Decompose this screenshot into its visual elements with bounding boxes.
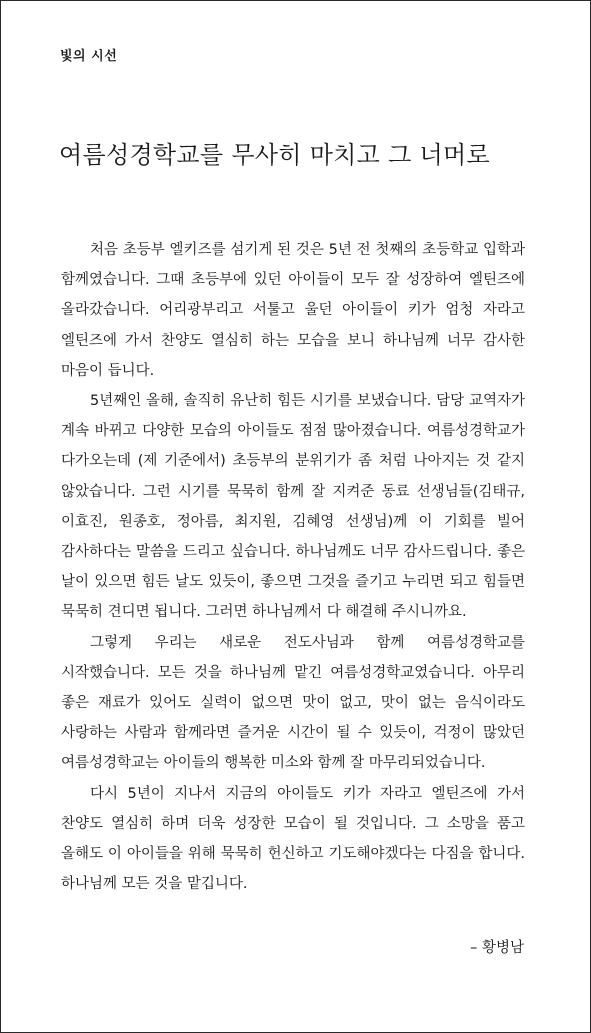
paragraph: 다시 5년이 지나서 지금의 아이들도 키가 자라고 엘틴즈에 가서 찬양도 열심히 하며 더욱 성장한 모습이 될 것입니다. 그 소망을 품고 올해도 이 아이들을 위해 묵묵히 헌신하고 기도해야겠다는 다짐을 합니다. 하나님께 모든 것을 맡깁니다. [61,785,525,893]
paragraph: 5년째인 올해, 솔직히 유난히 힘든 시기를 보냈습니다. 담당 교역자가 계속 바뀌고 다양한 모습의 아이들도 점점 많아졌습니다. 여름성경학교가 다가오는데 (제 기준에서) 초등부의 분위기가 좀 처럼 나아지는 것 같지 않았습니다. 그런 시기를 묵묵히 함께 잘 지켜준 동료 선생님들(김태규, 이효진, 원종호, 정아름, 최지원, 김혜영 선생님)께 이 기회를 빌어 감사하다는 말씀을 드리고 싶습니다. 하나님께도 너무 감사드립니다. 좋은 날이 있으면 힘든 날도 있듯이, 좋으면 그것을 즐기고 누리면 되고 힘들면 묵묵히 견디면 됩니다. 그러면 하나님께서 다 해결해 주시니까요. [61,393,525,621]
author-signature: – 황병남 [470,940,524,956]
article-body [61,235,525,899]
paragraph: 그렇게 우리는 새로운 전도사님과 함께 여름성경학교를 시작했습니다. 모든 것을 하나님께 맡긴 여름성경학교였습니다. 아무리 좋은 재료가 있어도 실력이 없으면 맛이 없고, 맛이 없는 음식이라도 사랑하는 사람과 함께라면 즐거운 시간이 될 수 있듯이, 걱정이 많았던 여름성경학교는 아이들의 행복한 미소와 함께 잘 마무리되었습니다. [61,634,525,772]
section-label: 빛의 시선 [60,49,118,64]
article-title: 여름성경학교를 무사히 마치고 그 너머로 [59,141,490,170]
paragraph: 처음 초등부 엘키즈를 섬기게 된 것은 5년 전 첫째의 초등학교 입학과 함께였습니다. 그때 초등부에 있던 아이들이 모두 잘 성장하여 엘틴즈에 올라갔습니다. 어리광부리고 서툴고 울던 아이들이 키가 엄청 자라고 엘틴즈에 가서 찬양도 열심히 하는 모습을 보니 하나님께 너무 감사한 마음이 듭니다. [61,242,525,379]
